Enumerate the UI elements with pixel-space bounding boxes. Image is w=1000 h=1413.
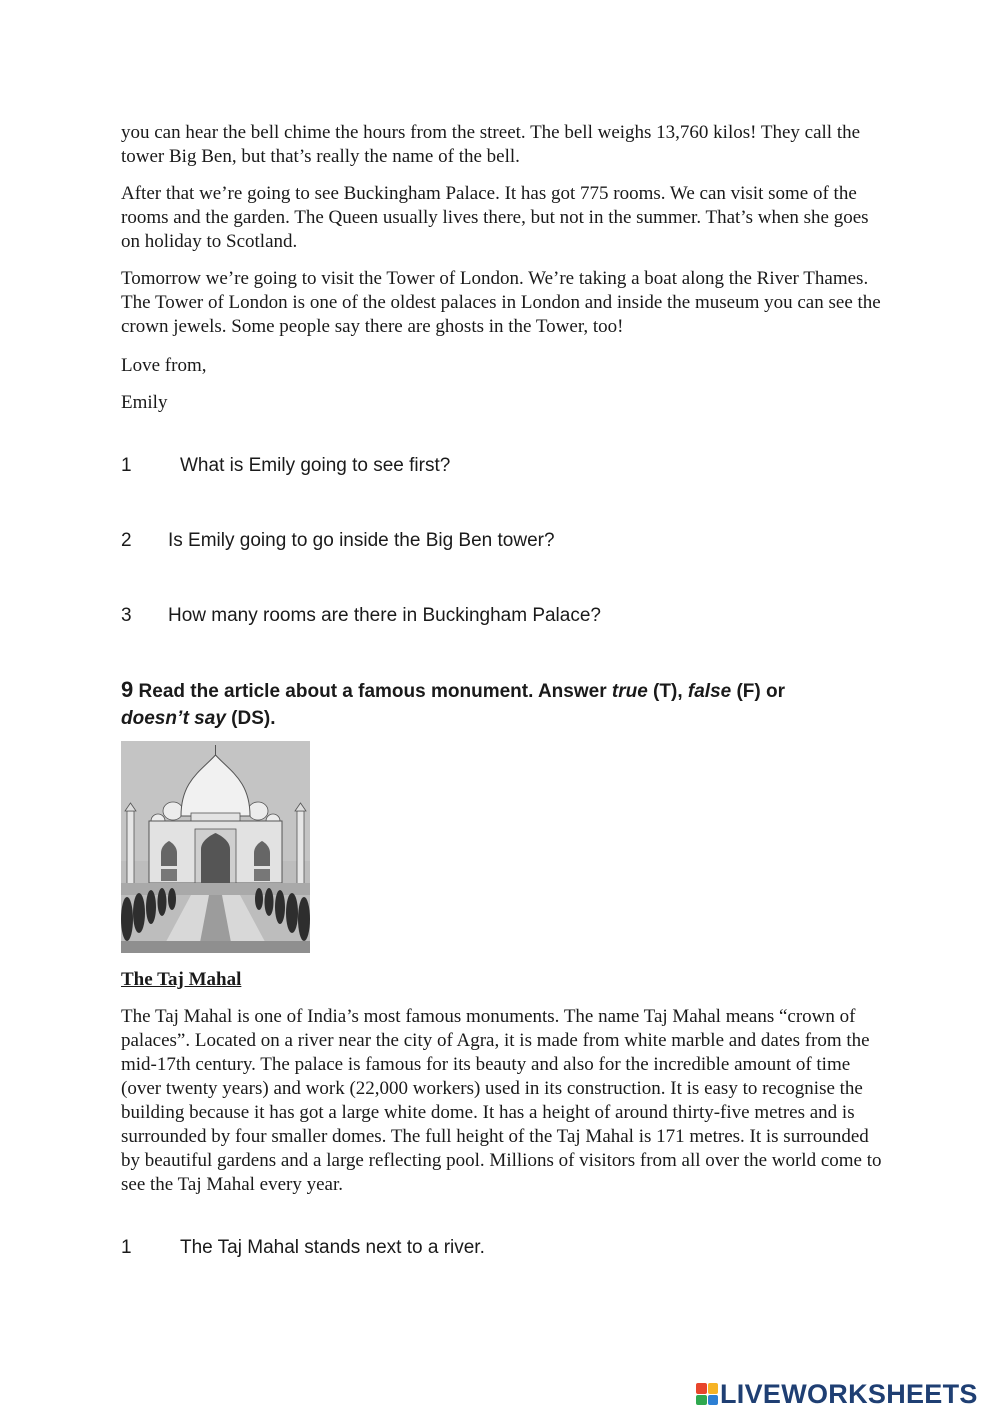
option-ds-abbr: (DS). [225, 708, 276, 729]
logo-square [708, 1395, 719, 1406]
option-true: true [611, 681, 648, 702]
logo-text: LIVEWORKSHEETS [720, 1378, 978, 1409]
letter-paragraph-1: you can hear the bell chime the hours from the street. The bell weighs 13,760 kilos! They call the tower Big Ben, but that’s really the name of the bell. [121, 122, 861, 167]
question-number: 2 [121, 530, 132, 551]
option-false: false [687, 681, 732, 702]
logo-square [696, 1395, 707, 1406]
article-text: The Taj Mahal is one of India’s most famous monuments. The name Taj Mahal means “crown of palaces”. Located on a river near the city of Agra, it is made from white marble and dates from the mid-17th century. The palace is famous for its beauty and also for the incredible amount of time (over twenty years) and work (22,000 workers) used in its construction. It is easy to recognise the building because it has got a large white dome. It has a height of around thirty-five metres and is surrounded by four smaller domes. The full height of the Taj Mahal is 171 metres. It is surrounded by beautiful gardens and a large reflecting pool. Millions of visitors from all over the world come to see the Taj Mahal every year. [121, 1006, 882, 1195]
article-title: The Taj Mahal [121, 969, 242, 990]
statement-1 [121, 1236, 485, 1260]
exercise-9-heading [121, 676, 881, 732]
letter-paragraph-3: Tomorrow we’re going to visit the Tower of London. We’re taking a boat along the River Thames. The Tower of London is one of the oldest palaces in London and inside the museum you can see the crown jewels. Some people say there are ghosts in the Tower, too! [121, 268, 881, 337]
logo-square [696, 1383, 707, 1394]
option-false-abbr: (F) or [731, 681, 786, 702]
taj-mahal-illustration [121, 741, 310, 953]
question-2 [121, 529, 555, 553]
letter-closing: Love from, [121, 355, 207, 376]
option-true-abbr: (T), [647, 681, 688, 702]
letter-signature: Emily [121, 392, 168, 413]
exercise-number: 9 [121, 677, 134, 702]
logo-square [708, 1383, 719, 1394]
question-number: 1 [121, 455, 132, 476]
instruction-text: Read the article about a famous monument. Answer [138, 681, 612, 702]
option-doesnt-say: doesn’t say [121, 708, 226, 729]
question-text: Is Emily going to go inside the Big Ben tower? [168, 530, 555, 551]
question-1 [121, 454, 450, 478]
logo-icon [696, 1383, 718, 1405]
letter-paragraph-2: After that we’re going to see Buckingham Palace. It has got 775 rooms. We can visit some of the rooms and the garden. The Queen usually lives there, but not in the summer. That’s when she goes on holiday to Scotland. [121, 183, 869, 252]
question-text: How many rooms are there in Buckingham Palace? [168, 605, 601, 626]
statement-number: 1 [121, 1237, 132, 1258]
question-number: 3 [121, 605, 132, 626]
question-text: What is Emily going to see first? [180, 455, 451, 476]
statement-text: The Taj Mahal stands next to a river. [180, 1237, 485, 1258]
liveworksheets-logo [696, 1377, 978, 1411]
question-3 [121, 604, 601, 628]
